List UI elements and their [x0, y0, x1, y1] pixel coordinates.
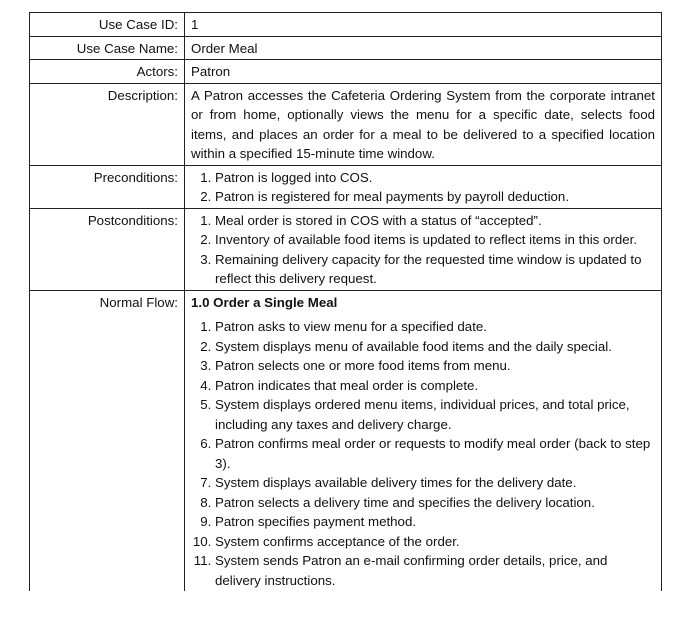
postconditions-label: Postconditions: — [30, 208, 185, 290]
description-label: Description: — [30, 83, 185, 165]
preconditions-row — [30, 165, 662, 208]
list-item: 4. Patron indicates that meal order is complete. — [215, 376, 655, 396]
list-item: 9. Patron specifies payment method. — [215, 512, 655, 532]
normal-flow-label: Normal Flow: — [30, 290, 185, 591]
use-case-name-label: Use Case Name: — [30, 36, 185, 60]
use-case-id-label: Use Case ID: — [30, 13, 185, 37]
preconditions-list — [191, 168, 655, 207]
list-item: 3. Patron selects one or more food items from menu. — [215, 356, 655, 376]
list-item: 11. System sends Patron an e-mail confirming order details, price, and delivery instructions. — [215, 551, 655, 590]
list-item: 2. Patron is registered for meal payments by payroll deduction. — [215, 187, 655, 207]
list-item: 6. Patron confirms meal order or requests to modify meal order (back to step 3). — [215, 434, 655, 473]
list-item: 1. Patron is logged into COS. — [215, 168, 655, 188]
use-case-name-row — [30, 36, 662, 60]
normal-flow-steps — [191, 317, 655, 590]
use-case-table — [29, 12, 662, 591]
list-item: 7. System displays available delivery times for the delivery date. — [215, 473, 655, 493]
actors-value: Patron — [185, 60, 662, 84]
actors-row — [30, 60, 662, 84]
list-item: 10. System confirms acceptance of the order. — [215, 532, 655, 552]
description-row — [30, 83, 662, 165]
list-item: 2. Inventory of available food items is updated to reflect items in this order. — [215, 230, 655, 250]
list-item: 5. System displays ordered menu items, individual prices, and total price, including any taxes and delivery charge. — [215, 395, 655, 434]
normal-flow-title: 1.0 Order a Single Meal — [191, 294, 338, 310]
postconditions-row — [30, 208, 662, 290]
list-item: 1. Patron asks to view menu for a specified date. — [215, 317, 655, 337]
list-item: 1. Meal order is stored in COS with a status of “accepted”. — [215, 211, 655, 231]
normal-flow-row — [30, 290, 662, 591]
list-item: 8. Patron selects a delivery time and specifies the delivery location. — [215, 493, 655, 513]
postconditions-list — [191, 211, 655, 289]
use-case-id-value: 1 — [185, 13, 662, 37]
use-case-name-value: Order Meal — [185, 36, 662, 60]
use-case-id-row — [30, 13, 662, 37]
description-value: A Patron accesses the Cafeteria Ordering System from the corporate intranet or from home, optionally views the menu for a specific date, selects food items, and places an order for a meal to be delivered to a specified location within a specified 15-minute time window. — [185, 83, 662, 165]
list-item: 2. System displays menu of available food items and the daily special. — [215, 337, 655, 357]
preconditions-label: Preconditions: — [30, 165, 185, 208]
list-item: 3. Remaining delivery capacity for the requested time window is updated to reflect this delivery request. — [215, 250, 655, 289]
actors-label: Actors: — [30, 60, 185, 84]
